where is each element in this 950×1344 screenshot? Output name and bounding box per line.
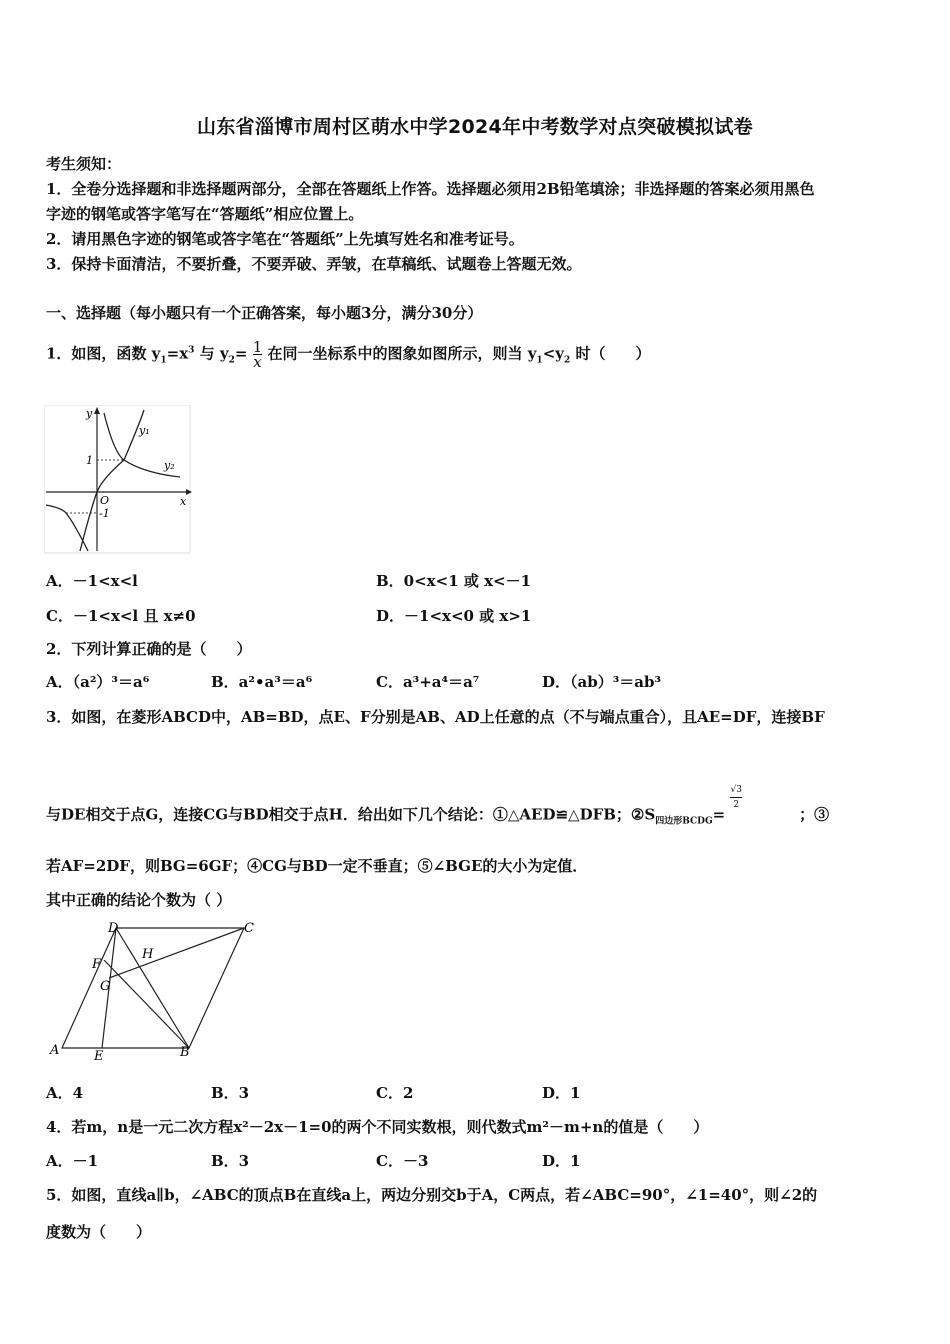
q2-option-a[interactable]: A．（a²）³＝a⁶ (46, 673, 150, 691)
q3-stem-2: 与DE相交于点G，连接CG与BD相交于点H．给出如下几个结论：①△AED≌△DFB；$②S_{四边形BCDG}=$ $\frac{√3}{2}$ ；③ (46, 785, 830, 827)
q4-option-a[interactable]: A．－1 (46, 1152, 99, 1170)
q2-option-c[interactable]: C．a³+a⁴＝a⁷ (376, 673, 480, 691)
label-b: B (180, 1045, 190, 1060)
label-e: E (94, 1049, 104, 1064)
line-db (116, 928, 189, 1048)
figure-border (44, 405, 190, 553)
label-c: C (244, 921, 254, 936)
q1-fraction: $\frac{1}{x}$ (252, 338, 263, 371)
q3-option-d[interactable]: D．1 (542, 1084, 581, 1102)
q1-graph-figure (44, 405, 192, 555)
label-h: H (142, 947, 154, 962)
q5-stem-1: 5．如图，直线a∥b，∠ABC的顶点B在直线a上，两边分别交b于A，C两点，若∠ABC=90°，∠1=40°，则∠2的 (46, 1186, 818, 1204)
label-1: 1 (86, 454, 93, 467)
q2-stem: 2．下列计算正确的是（ ） (46, 640, 252, 658)
label-f: F (92, 957, 102, 972)
label-g: G (100, 979, 111, 994)
q3-option-a[interactable]: A．4 (46, 1084, 84, 1102)
section-heading: 一、选择题（每小题只有一个正确答案，每小题3分，满分30分） (46, 304, 483, 322)
q5-stem-2: 度数为（ ） (46, 1223, 152, 1241)
label-minus1: -1 (99, 507, 110, 520)
notice-item-1b: 字迹的钢笔或答字笔写在“答题纸”相应位置上。 (46, 205, 364, 223)
q3-stem-1: 3．如图，在菱形ABCD中，AB=BD，点E、F分别是AB、AD上任意的点（不与端点重合），且AE=DF，连接BF (46, 708, 825, 726)
q2-option-d[interactable]: D．（ab）³＝ab³ (542, 673, 662, 691)
q2-option-b[interactable]: B．a²•a³＝a⁶ (211, 673, 313, 691)
q4-option-b[interactable]: B．3 (211, 1152, 250, 1170)
label-x: x (180, 495, 187, 508)
q3-stem-4: 其中正确的结论个数为（ ） (46, 891, 232, 909)
line-gc (109, 928, 244, 978)
q1-option-b[interactable]: B．0<x<1 或 x<－1 (376, 572, 532, 590)
q3-rhombus-figure (44, 918, 264, 1066)
q3-option-c[interactable]: C．2 (376, 1084, 414, 1102)
q1-option-d[interactable]: D．－1<x<0 或 x>1 (376, 607, 532, 625)
q3-option-b[interactable]: B．3 (211, 1084, 250, 1102)
q4-option-c[interactable]: C．－3 (376, 1152, 429, 1170)
label-y: y (86, 407, 93, 420)
q4-option-d[interactable]: D．1 (542, 1152, 581, 1170)
q1-option-c[interactable]: C．－1<x<l 且 x≠0 (46, 607, 196, 625)
q4-stem: 4．若m，n是一元二次方程x²－2x－1=0的两个不同实数根，则代数式m²－m+n的值是（ ） (46, 1118, 709, 1136)
label-y2: y₂ (164, 459, 175, 472)
notice-heading: 考生须知： (46, 155, 122, 173)
notice-item-1a: 1．全卷分选择题和非选择题两部分，全部在答题纸上作答。选择题必须用2B铅笔填涂；非选择题的答案必须用黑色 (46, 180, 815, 198)
label-origin: O (100, 494, 110, 507)
page-title: 山东省淄博市周村区萌水中学2024年中考数学对点突破模拟试卷 (197, 116, 753, 138)
q3-stem-3: 若AF=2DF，则BG=6GF；④CG与BD一定不垂直；⑤∠BGE的大小为定值． (46, 857, 588, 875)
q1-stem: 1．如图，函数 $y_1=x^3$ 与 $y_2=$ $\frac{1}{x}$ 在同一坐标系中的图象如图所示，则当 $y_1<y_2$ 时（ ） (46, 338, 651, 371)
q3-fraction: $\frac{√3}{2}$ (730, 785, 742, 810)
line-fb (104, 960, 189, 1048)
notice-item-3: 3．保持卡面清洁，不要折叠，不要弄破、弄皱，在草稿纸、试题卷上答题无效。 (46, 255, 582, 273)
notice-item-2: 2．请用黑色字迹的钢笔或答字笔在“答题纸”上先填写姓名和准考证号。 (46, 230, 524, 248)
label-y1: y₁ (139, 424, 150, 437)
q1-option-a[interactable]: A．－1<x<l (46, 572, 138, 590)
label-a: A (50, 1043, 60, 1058)
label-d: D (108, 921, 119, 936)
